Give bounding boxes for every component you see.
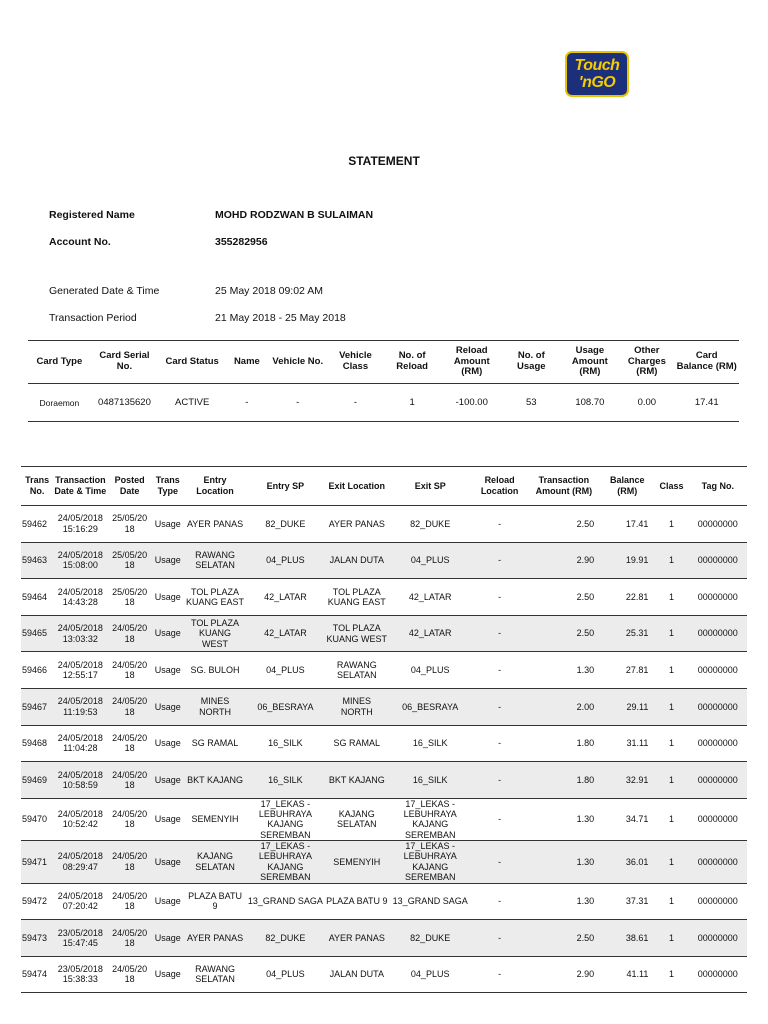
transaction-cell: Usage bbox=[152, 542, 184, 579]
transaction-cell: Usage bbox=[152, 883, 184, 920]
registered-name-value: MOHD RODZWAN B SULAIMAN bbox=[215, 209, 374, 221]
transaction-cell: 29.11 bbox=[600, 688, 654, 725]
transaction-cell: 37.31 bbox=[600, 883, 654, 920]
transaction-cell: 42_LATAR bbox=[389, 579, 471, 616]
transaction-cell: RAWANG SELATAN bbox=[325, 652, 389, 689]
transaction-cell: 59474 bbox=[21, 956, 53, 993]
transactions-header-cell: Class bbox=[654, 467, 688, 506]
transaction-cell: MINES NORTH bbox=[184, 688, 246, 725]
transaction-cell: 82_DUKE bbox=[389, 506, 471, 543]
transaction-cell: TOL PLAZA KUANG WEST bbox=[325, 615, 389, 652]
transaction-cell: 24/05/2018 15:16:29 bbox=[53, 506, 107, 543]
transaction-cell: 34.71 bbox=[600, 798, 654, 840]
transaction-cell: Usage bbox=[152, 762, 184, 799]
transaction-cell: 2.50 bbox=[528, 579, 600, 616]
transaction-cell: 24/05/2018 08:29:47 bbox=[53, 841, 107, 883]
transaction-cell: MINES NORTH bbox=[325, 688, 389, 725]
transaction-cell: JALAN DUTA bbox=[325, 542, 389, 579]
transaction-cell: 41.11 bbox=[600, 956, 654, 993]
transaction-cell: 17_LEKAS - LEBUHRAYA KAJANG SEREMBAN bbox=[246, 798, 324, 840]
transactions-header-cell: Transaction Date & Time bbox=[53, 467, 107, 506]
transaction-cell: 1 bbox=[654, 725, 688, 762]
transaction-cell: - bbox=[471, 688, 527, 725]
transactions-header-cell: Tag No. bbox=[689, 467, 747, 506]
transaction-cell: 31.11 bbox=[600, 725, 654, 762]
card-header-cell: Reload Amount (RM) bbox=[441, 341, 502, 384]
transaction-cell: SEMENYIH bbox=[325, 841, 389, 883]
transaction-cell: 42_LATAR bbox=[246, 579, 324, 616]
transaction-cell: 59472 bbox=[21, 883, 53, 920]
transaction-cell: 17.41 bbox=[600, 506, 654, 543]
transaction-cell: 27.81 bbox=[600, 652, 654, 689]
transaction-cell: Usage bbox=[152, 920, 184, 957]
transactions-header-cell: Posted Date bbox=[107, 467, 151, 506]
transaction-cell: 1 bbox=[654, 798, 688, 840]
transaction-cell: 1 bbox=[654, 615, 688, 652]
transaction-cell: TOL PLAZA KUANG EAST bbox=[325, 579, 389, 616]
transaction-cell: 32.91 bbox=[600, 762, 654, 799]
transaction-cell: 59468 bbox=[21, 725, 53, 762]
transaction-row bbox=[21, 506, 747, 543]
transaction-cell: 59462 bbox=[21, 506, 53, 543]
transaction-cell: 24/05/2018 11:04:28 bbox=[53, 725, 107, 762]
transaction-cell: 2.50 bbox=[528, 506, 600, 543]
transaction-cell: 00000000 bbox=[689, 542, 747, 579]
transaction-cell: 00000000 bbox=[689, 688, 747, 725]
transaction-cell: 1 bbox=[654, 956, 688, 993]
card-value-cell: 53 bbox=[502, 384, 560, 422]
transaction-cell: Usage bbox=[152, 615, 184, 652]
transaction-cell: 59470 bbox=[21, 798, 53, 840]
transaction-row bbox=[21, 652, 747, 689]
transaction-cell: 82_DUKE bbox=[389, 920, 471, 957]
transaction-cell: - bbox=[471, 579, 527, 616]
transaction-cell: AYER PANAS bbox=[184, 920, 246, 957]
transaction-cell: 24/05/20 18 bbox=[107, 615, 151, 652]
card-header-cell: Card Serial No. bbox=[91, 341, 158, 384]
transaction-cell: 1 bbox=[654, 762, 688, 799]
transaction-cell: 00000000 bbox=[689, 615, 747, 652]
account-no-value: 355282956 bbox=[215, 236, 268, 248]
transaction-cell: - bbox=[471, 956, 527, 993]
transaction-cell: 82_DUKE bbox=[246, 920, 324, 957]
transaction-cell: 24/05/20 18 bbox=[107, 841, 151, 883]
transaction-cell: 1.80 bbox=[528, 762, 600, 799]
transaction-cell: Usage bbox=[152, 956, 184, 993]
transaction-cell: - bbox=[471, 542, 527, 579]
transactions-header-cell: Trans Type bbox=[152, 467, 184, 506]
transaction-cell: 59464 bbox=[21, 579, 53, 616]
card-value-cell: Doraemon bbox=[28, 384, 91, 422]
transaction-cell: 24/05/20 18 bbox=[107, 688, 151, 725]
transaction-cell: 04_PLUS bbox=[246, 542, 324, 579]
transaction-cell: 1.30 bbox=[528, 652, 600, 689]
card-header-cell: Other Charges (RM) bbox=[619, 341, 674, 384]
transaction-cell: 16_SILK bbox=[246, 725, 324, 762]
generated-label: Generated Date & Time bbox=[49, 285, 160, 297]
transaction-row bbox=[21, 542, 747, 579]
transaction-cell: 24/05/2018 15:08:00 bbox=[53, 542, 107, 579]
touch-n-go-logo bbox=[565, 51, 629, 97]
transaction-cell: 1.80 bbox=[528, 725, 600, 762]
transaction-cell: 17_LEKAS - LEBUHRAYA KAJANG SEREMBAN bbox=[246, 841, 324, 883]
card-value-cell: 17.41 bbox=[674, 384, 739, 422]
card-header-cell: No. of Usage bbox=[502, 341, 560, 384]
transaction-cell: TOL PLAZA KUANG EAST bbox=[184, 579, 246, 616]
transaction-cell: 1 bbox=[654, 506, 688, 543]
transaction-cell: 24/05/2018 12:55:17 bbox=[53, 652, 107, 689]
transaction-cell: 25/05/20 18 bbox=[107, 579, 151, 616]
transaction-cell: 1.30 bbox=[528, 841, 600, 883]
transaction-cell: SG RAMAL bbox=[184, 725, 246, 762]
transaction-row bbox=[21, 798, 747, 840]
card-header-cell: Card Type bbox=[28, 341, 91, 384]
transactions-header-cell: Entry Location bbox=[184, 467, 246, 506]
card-value-cell: - bbox=[268, 384, 329, 422]
statement-title: STATEMENT bbox=[348, 154, 420, 168]
transaction-cell: SEMENYIH bbox=[184, 798, 246, 840]
transaction-cell: KAJANG SELATAN bbox=[325, 798, 389, 840]
transaction-cell: 23/05/2018 15:38:33 bbox=[53, 956, 107, 993]
card-header-cell: Usage Amount (RM) bbox=[560, 341, 619, 384]
transactions-header-cell: Reload Location bbox=[471, 467, 527, 506]
transaction-cell: 22.81 bbox=[600, 579, 654, 616]
transaction-cell: PLAZA BATU 9 bbox=[184, 883, 246, 920]
transaction-cell: 04_PLUS bbox=[246, 956, 324, 993]
transaction-cell: - bbox=[471, 798, 527, 840]
transaction-cell: - bbox=[471, 920, 527, 957]
transaction-cell: 00000000 bbox=[689, 798, 747, 840]
card-summary-row bbox=[28, 384, 739, 422]
transaction-cell: 24/05/20 18 bbox=[107, 652, 151, 689]
transaction-cell: BKT KAJANG bbox=[184, 762, 246, 799]
card-header-cell: Name bbox=[226, 341, 267, 384]
transaction-cell: - bbox=[471, 506, 527, 543]
transaction-cell: TOL PLAZA KUANG WEST bbox=[184, 615, 246, 652]
transaction-cell: AYER PANAS bbox=[184, 506, 246, 543]
transaction-cell: 42_LATAR bbox=[389, 615, 471, 652]
transaction-cell: 2.90 bbox=[528, 542, 600, 579]
card-header-cell: Vehicle Class bbox=[328, 341, 383, 384]
transaction-cell: 2.50 bbox=[528, 615, 600, 652]
transaction-cell: Usage bbox=[152, 652, 184, 689]
transaction-cell: BKT KAJANG bbox=[325, 762, 389, 799]
card-header-cell: Vehicle No. bbox=[268, 341, 329, 384]
transaction-row bbox=[21, 841, 747, 883]
transaction-cell: Usage bbox=[152, 725, 184, 762]
card-value-cell: ACTIVE bbox=[158, 384, 226, 422]
transaction-cell: 24/05/20 18 bbox=[107, 920, 151, 957]
transaction-cell: 24/05/20 18 bbox=[107, 883, 151, 920]
transaction-cell: 24/05/2018 13:03:32 bbox=[53, 615, 107, 652]
card-value-cell: 1 bbox=[383, 384, 442, 422]
transaction-cell: RAWANG SELATAN bbox=[184, 956, 246, 993]
transaction-cell: 59467 bbox=[21, 688, 53, 725]
transaction-cell: 04_PLUS bbox=[389, 956, 471, 993]
transaction-cell: KAJANG SELATAN bbox=[184, 841, 246, 883]
transaction-cell: 04_PLUS bbox=[389, 542, 471, 579]
transaction-cell: 1 bbox=[654, 920, 688, 957]
transaction-cell: 06_BESRAYA bbox=[246, 688, 324, 725]
transactions-header-cell: Exit SP bbox=[389, 467, 471, 506]
transaction-cell: 00000000 bbox=[689, 506, 747, 543]
card-header-cell: No. of Reload bbox=[383, 341, 442, 384]
transaction-cell: AYER PANAS bbox=[325, 506, 389, 543]
card-value-cell: - bbox=[328, 384, 383, 422]
transaction-cell: 1 bbox=[654, 883, 688, 920]
transaction-cell: 24/05/2018 14:43:28 bbox=[53, 579, 107, 616]
transaction-cell: Usage bbox=[152, 841, 184, 883]
account-no-label: Account No. bbox=[49, 236, 111, 248]
card-value-cell: -100.00 bbox=[441, 384, 502, 422]
logo-text-line1: Touch bbox=[574, 57, 620, 74]
transaction-cell: 24/05/20 18 bbox=[107, 725, 151, 762]
transaction-cell: 59473 bbox=[21, 920, 53, 957]
transactions-table bbox=[21, 466, 747, 993]
period-value: 21 May 2018 - 25 May 2018 bbox=[215, 312, 346, 324]
transaction-cell: 38.61 bbox=[600, 920, 654, 957]
transaction-cell: 13_GRAND SAGA bbox=[389, 883, 471, 920]
transaction-cell: 04_PLUS bbox=[246, 652, 324, 689]
transaction-cell: 24/05/20 18 bbox=[107, 798, 151, 840]
transaction-cell: 16_SILK bbox=[389, 762, 471, 799]
transaction-cell: 1 bbox=[654, 688, 688, 725]
transaction-cell: 2.50 bbox=[528, 920, 600, 957]
transaction-cell: 59469 bbox=[21, 762, 53, 799]
transaction-row bbox=[21, 883, 747, 920]
transaction-cell: Usage bbox=[152, 688, 184, 725]
transaction-cell: - bbox=[471, 883, 527, 920]
transaction-cell: 24/05/20 18 bbox=[107, 762, 151, 799]
transaction-cell: - bbox=[471, 725, 527, 762]
transaction-row bbox=[21, 579, 747, 616]
transaction-cell: 24/05/2018 07:20:42 bbox=[53, 883, 107, 920]
transaction-cell: 16_SILK bbox=[389, 725, 471, 762]
transaction-cell: 24/05/2018 10:58:59 bbox=[53, 762, 107, 799]
transaction-cell: 1.30 bbox=[528, 798, 600, 840]
transaction-row bbox=[21, 725, 747, 762]
transaction-cell: Usage bbox=[152, 579, 184, 616]
transaction-cell: 2.90 bbox=[528, 956, 600, 993]
card-value-cell: 0487135620 bbox=[91, 384, 158, 422]
transaction-row bbox=[21, 956, 747, 993]
transaction-cell: 25/05/20 18 bbox=[107, 506, 151, 543]
transaction-cell: 59463 bbox=[21, 542, 53, 579]
transaction-cell: 23/05/2018 15:47:45 bbox=[53, 920, 107, 957]
transaction-cell: - bbox=[471, 841, 527, 883]
transaction-cell: 82_DUKE bbox=[246, 506, 324, 543]
transaction-cell: 24/05/2018 11:19:53 bbox=[53, 688, 107, 725]
transaction-cell: 00000000 bbox=[689, 725, 747, 762]
transaction-cell: AYER PANAS bbox=[325, 920, 389, 957]
transaction-cell: 00000000 bbox=[689, 956, 747, 993]
logo-text-line2: 'nGO bbox=[578, 74, 616, 91]
card-value-cell: - bbox=[226, 384, 267, 422]
transaction-cell: SG. BULOH bbox=[184, 652, 246, 689]
transaction-cell: 25.31 bbox=[600, 615, 654, 652]
transaction-cell: 59471 bbox=[21, 841, 53, 883]
transaction-cell: JALAN DUTA bbox=[325, 956, 389, 993]
card-header-cell: Card Status bbox=[158, 341, 226, 384]
transaction-cell: 1 bbox=[654, 652, 688, 689]
transaction-cell: 17_LEKAS - LEBUHRAYA KAJANG SEREMBAN bbox=[389, 798, 471, 840]
transaction-row bbox=[21, 762, 747, 799]
transaction-cell: 19.91 bbox=[600, 542, 654, 579]
transaction-cell: - bbox=[471, 762, 527, 799]
transaction-cell: 1 bbox=[654, 542, 688, 579]
transaction-cell: Usage bbox=[152, 506, 184, 543]
registered-name-label: Registered Name bbox=[49, 209, 135, 221]
transaction-cell: RAWANG SELATAN bbox=[184, 542, 246, 579]
transaction-cell: 04_PLUS bbox=[389, 652, 471, 689]
card-header-cell: Card Balance (RM) bbox=[674, 341, 739, 384]
transaction-cell: 24/05/20 18 bbox=[107, 956, 151, 993]
transactions-header-cell: Trans No. bbox=[21, 467, 53, 506]
transaction-cell: PLAZA BATU 9 bbox=[325, 883, 389, 920]
generated-value: 25 May 2018 09:02 AM bbox=[215, 285, 323, 297]
transaction-cell: 59465 bbox=[21, 615, 53, 652]
transaction-cell: 59466 bbox=[21, 652, 53, 689]
transaction-cell: 13_GRAND SAGA bbox=[246, 883, 324, 920]
transaction-cell: 36.01 bbox=[600, 841, 654, 883]
transaction-cell: 2.00 bbox=[528, 688, 600, 725]
transaction-cell: 00000000 bbox=[689, 920, 747, 957]
transaction-cell: 00000000 bbox=[689, 841, 747, 883]
transaction-cell: Usage bbox=[152, 798, 184, 840]
transaction-cell: - bbox=[471, 652, 527, 689]
transaction-row bbox=[21, 615, 747, 652]
transactions-header-cell: Transaction Amount (RM) bbox=[528, 467, 600, 506]
transaction-cell: 1 bbox=[654, 579, 688, 616]
transaction-cell: 1 bbox=[654, 841, 688, 883]
transaction-cell: 17_LEKAS - LEBUHRAYA KAJANG SEREMBAN bbox=[389, 841, 471, 883]
transaction-row bbox=[21, 920, 747, 957]
transaction-cell: 24/05/2018 10:52:42 bbox=[53, 798, 107, 840]
transaction-cell: 00000000 bbox=[689, 762, 747, 799]
transaction-cell: SG RAMAL bbox=[325, 725, 389, 762]
transaction-cell: 1.30 bbox=[528, 883, 600, 920]
transactions-header-cell: Entry SP bbox=[246, 467, 324, 506]
transaction-cell: 00000000 bbox=[689, 883, 747, 920]
transaction-cell: - bbox=[471, 615, 527, 652]
card-value-cell: 108.70 bbox=[560, 384, 619, 422]
transaction-cell: 06_BESRAYA bbox=[389, 688, 471, 725]
transactions-header-cell: Balance (RM) bbox=[600, 467, 654, 506]
card-summary-table bbox=[28, 340, 739, 422]
transaction-cell: 16_SILK bbox=[246, 762, 324, 799]
transaction-row bbox=[21, 688, 747, 725]
card-value-cell: 0.00 bbox=[619, 384, 674, 422]
transaction-cell: 00000000 bbox=[689, 579, 747, 616]
transaction-cell: 25/05/20 18 bbox=[107, 542, 151, 579]
transaction-cell: 42_LATAR bbox=[246, 615, 324, 652]
transaction-cell: 00000000 bbox=[689, 652, 747, 689]
transactions-header-cell: Exit Location bbox=[325, 467, 389, 506]
period-label: Transaction Period bbox=[49, 312, 137, 324]
